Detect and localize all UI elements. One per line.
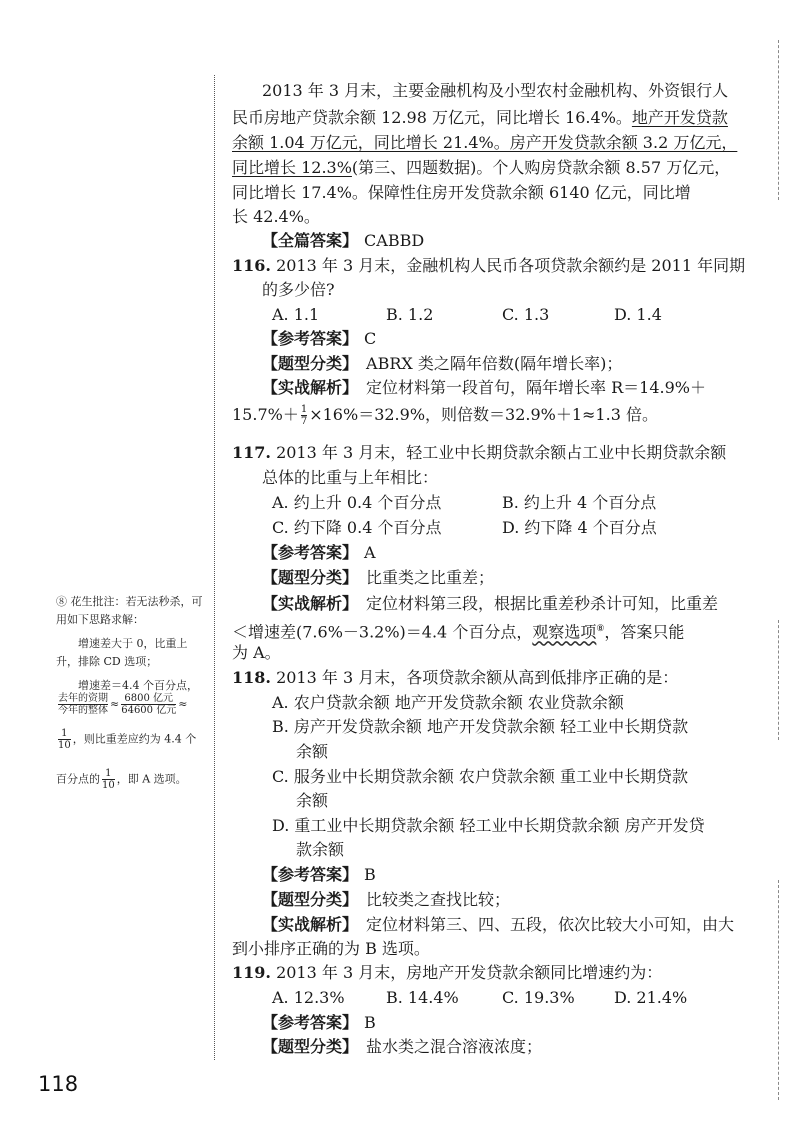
side-note-line-3: 增速差大于 0，比重上 <box>78 637 188 650</box>
intro-line-3: 余额 1.04 万亿元，同比增长 21.4%。房产开发贷款余额 3.2 万亿元， <box>232 133 738 152</box>
all-answers: 【全篇答案】 CABBD <box>262 231 425 250</box>
q116-option-a: A. 1.1 <box>272 305 320 324</box>
q116-answer: 【参考答案】 C <box>262 329 377 348</box>
q119-answer: 【参考答案】 B <box>262 1013 376 1032</box>
q118-analysis-2: 到小排序正确的为 B 选项。 <box>232 939 430 958</box>
edge-dash-top <box>778 40 779 200</box>
q117-option-c: C. 约下降 0.4 个百分点 <box>272 518 442 537</box>
side-note-fractions: $\frac{\text{去年的资期}}{\text{今年的整体}}$ ≈ $\frac{\text{6800 亿元}}{\text{64600 亿元}}$ ≈ <box>58 693 188 716</box>
q116-option-c: C. 1.3 <box>502 305 550 324</box>
q117-analysis-3: 为 A。 <box>232 643 281 662</box>
intro-line-4: 同比增长 12.3%(第三、四题数据)。个人购房贷款余额 8.57 万亿元， <box>232 158 731 177</box>
q116-option-b: B. 1.2 <box>386 305 434 324</box>
intro-line-5: 同比增长 17.4%。保障性住房开发贷款余额 6140 亿元，同比增 <box>232 183 691 202</box>
footnote-marker: ⑧ <box>596 624 605 634</box>
side-note-line-4: 升，排除 CD 选项； <box>56 655 158 668</box>
fraction-one-seventh: $\frac{1}{7}$ <box>300 404 308 427</box>
q118-option-c-1: C. 服务业中长期贷款余额 农户贷款余额 重工业中长期贷款 <box>272 767 689 786</box>
q119-stem: 119. 2013 年 3 月末，房地产开发贷款余额同比增速约为： <box>232 963 663 982</box>
q117-stem-2: 总体的比重与上年相比： <box>262 468 439 487</box>
q116-analysis-2: 15.7%＋ $\frac{1}{7}$ ×16%＝32.9%，则倍数＝32.9%＋1≈1.3 倍。 <box>232 404 658 427</box>
q117-option-a: A. 约上升 0.4 个百分点 <box>272 493 442 512</box>
fraction-one-tenth-2: $\frac{1}{10}$ <box>102 768 115 791</box>
q118-stem: 118. 2013 年 3 月末，各项贷款余额从高到低排序正确的是： <box>232 668 679 687</box>
q117-type: 【题型分类】 比重类之比重差； <box>262 568 495 587</box>
side-note-line-1: ⑧ 花生批注：若无法秒杀，可 <box>56 595 203 608</box>
edge-dash-middle <box>778 620 779 740</box>
intro-line-2: 民币房地产贷款余额 12.98 万亿元，同比增长 16.4%。地产开发贷款 <box>232 108 728 127</box>
q116-analysis-1: 【实战解析】 定位材料第一段首句，隔年增长率 R＝14.9%＋ <box>262 378 706 397</box>
q117-answer: 【参考答案】 A <box>262 543 376 562</box>
q119-option-a: A. 12.3% <box>272 988 345 1007</box>
fraction-one-tenth: $\frac{1}{10}$ <box>58 728 71 751</box>
intro-line-6: 长 42.4%。 <box>232 207 320 226</box>
q119-type: 【题型分类】 盐水类之混合溶液浓度； <box>262 1037 543 1056</box>
side-note-line-2: 用如下思路求解： <box>56 613 144 626</box>
page-number: 118 <box>38 1072 79 1096</box>
q118-option-b-2: 余额 <box>296 742 329 761</box>
q118-answer: 【参考答案】 B <box>262 865 376 884</box>
q117-analysis-1: 【实战解析】 定位材料第三段，根据比重差秒杀计可知，比重差 <box>262 594 719 613</box>
q117-option-b: B. 约上升 4 个百分点 <box>502 493 657 512</box>
q117-option-d: D. 约下降 4 个百分点 <box>502 518 657 537</box>
q117-analysis-2: ＜增速差(7.6%－3.2%)＝4.4 个百分点，观察选项⑧，答案只能 <box>232 622 685 642</box>
q119-option-b: B. 14.4% <box>386 988 459 1007</box>
q118-analysis-1: 【实战解析】 定位材料第三、四、五段，依次比较大小可知，由大 <box>262 915 735 934</box>
q118-option-c-2: 余额 <box>296 791 329 810</box>
q116-type: 【题型分类】 ABRX 类之隔年倍数(隔年增长率)； <box>262 354 623 373</box>
q118-option-b-1: B. 房产开发贷款余额 地产开发贷款余额 轻工业中长期贷款 <box>272 717 689 736</box>
fraction-values: $\frac{\text{6800 亿元}}{\text{64600 亿元}}$ <box>121 693 177 716</box>
side-note-line-8: 百分点的 $\frac{1}{10}$ ，即 A 选项。 <box>56 768 187 791</box>
q117-stem-1: 117. 2013 年 3 月末，轻工业中长期贷款余额占工业中长期贷款余额 <box>232 443 727 462</box>
side-note-line-7: $\frac{1}{10}$ ，则比重差应约为 4.4 个 <box>58 728 197 751</box>
q116-stem-2: 的多少倍? <box>262 280 335 299</box>
intro-line-1: 2013 年 3 月末，主要金融机构及小型农村金融机构、外资银行人 <box>262 81 729 100</box>
q119-option-d: D. 21.4% <box>614 988 688 1007</box>
q116-stem-1: 116. 2013 年 3 月末，金融机构人民币各项贷款余额约是 2011 年同期 <box>232 256 746 275</box>
q118-option-d-1: D. 重工业中长期贷款余额 轻工业中长期贷款余额 房产开发贷 <box>272 816 705 835</box>
q118-type: 【题型分类】 比较类之查找比较； <box>262 890 511 909</box>
fraction-ratio: $\frac{\text{去年的资期}}{\text{今年的整体}}$ <box>58 693 108 716</box>
q118-option-d-2: 款余额 <box>296 840 345 859</box>
edge-dash-bottom <box>778 880 779 1100</box>
q116-option-d: D. 1.4 <box>614 305 662 324</box>
side-note-line-5: 增速差＝4.4 个百分点， <box>78 679 198 692</box>
q119-option-c: C. 19.3% <box>502 988 575 1007</box>
margin-guide-line <box>214 75 215 1060</box>
q118-option-a: A. 农户贷款余额 地产开发贷款余额 农业贷款余额 <box>272 693 624 712</box>
